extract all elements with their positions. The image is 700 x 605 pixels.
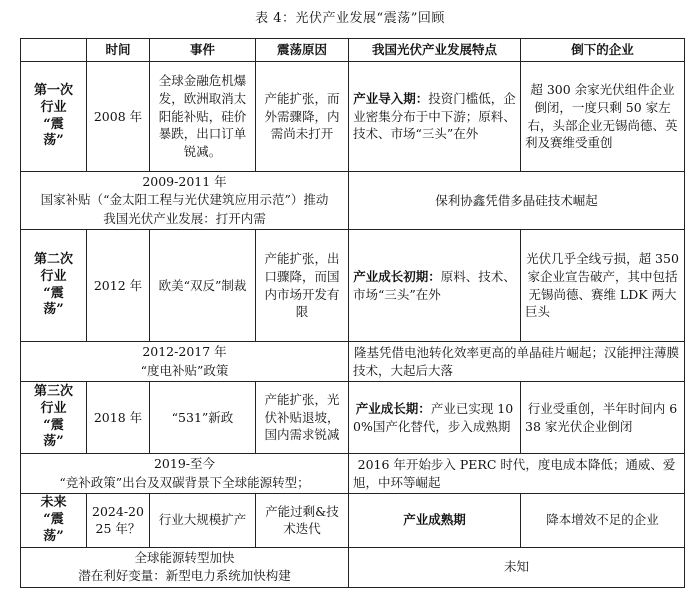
year-cell: 2008 年 bbox=[87, 62, 150, 172]
era-label-line: 荡” bbox=[43, 133, 64, 149]
cause-cell: 产能扩张，光伏补贴退坡，国内需求锐减 bbox=[256, 382, 349, 454]
event-cell: 全球金融危机爆发，欧洲取消太阳能补贴，硅价暴跌，出口订单锐减。 bbox=[150, 62, 256, 172]
cause-cell: 产能扩张，出口骤降，而国内市场开发有限 bbox=[256, 230, 349, 342]
table-row-wave-future bbox=[21, 494, 685, 548]
feature-stage-label: 产业成熟期 bbox=[403, 512, 466, 528]
header-cell-collapsed: 倒下的企业 bbox=[521, 39, 685, 62]
era-label-cell bbox=[21, 494, 87, 548]
feature-stage-label: 产业成长期： bbox=[355, 400, 431, 416]
feature-cell bbox=[349, 230, 521, 342]
table-row-wave-3 bbox=[21, 382, 685, 454]
era-label-cell bbox=[21, 382, 87, 454]
collapsed-cell: 光伏几乎全线亏损，超 350 家企业宣告破产，其中包括无锡尚德、赛维 LDK 两大巨头 bbox=[521, 230, 685, 342]
feature-stage-label: 产业导入期： bbox=[353, 90, 429, 106]
tech-cell: 未知 bbox=[349, 547, 685, 587]
policy-line: 2009-2011 年 bbox=[142, 174, 227, 190]
era-label-line: 第三次 bbox=[33, 383, 73, 399]
header-cell-cause: 震荡原因 bbox=[256, 39, 349, 62]
table-row-interlude-1 bbox=[21, 172, 685, 230]
policy-line: “度电补贴”政策 bbox=[140, 362, 229, 378]
policy-line: 全球能源转型加快 bbox=[134, 550, 235, 566]
year-cell: 2018 年 bbox=[87, 382, 150, 454]
event-cell: 行业大规模扩产 bbox=[150, 494, 256, 548]
event-cell: 欧美“双反”制裁 bbox=[150, 230, 256, 342]
tech-cell: 2016 年开始步入 PERC 时代，度电成本降低；通威、爱旭，中环等崛起 bbox=[349, 454, 685, 494]
table-caption: 表 4：光伏产业发展“震荡”回顾 bbox=[255, 11, 445, 26]
era-label-cell bbox=[21, 62, 87, 172]
policy-line: 潜在利好变量：新型电力系统加快构建 bbox=[78, 568, 291, 584]
event-cell: “531”新政 bbox=[150, 382, 256, 454]
policy-cell bbox=[21, 342, 349, 382]
feature-cell bbox=[349, 382, 521, 454]
era-label-line: “震 bbox=[43, 511, 64, 527]
header-cell-blank bbox=[21, 39, 87, 62]
era-label-line: “震 bbox=[43, 417, 64, 433]
feature-cell bbox=[349, 62, 521, 172]
era-label-line: 荡” bbox=[43, 302, 64, 318]
pv-industry-shock-table bbox=[20, 38, 685, 588]
header-cell-event: 事件 bbox=[150, 39, 256, 62]
policy-line: 国家补贴（“金太阳工程与光伏建筑应用示范”）推动 bbox=[40, 192, 329, 208]
policy-line: 2012-2017 年 bbox=[142, 344, 227, 360]
policy-cell bbox=[21, 454, 349, 494]
policy-line: “竞补政策”出台及双碳背景下全球能源转型； bbox=[59, 474, 310, 490]
table-row-interlude-3 bbox=[21, 454, 685, 494]
year-cell: 2012 年 bbox=[87, 230, 150, 342]
header-row bbox=[21, 39, 685, 62]
era-label-line: 第二次 bbox=[33, 251, 73, 267]
table-row-interlude-4 bbox=[21, 547, 685, 587]
era-label-line: 荡” bbox=[43, 434, 64, 450]
policy-cell bbox=[21, 172, 349, 230]
policy-cell bbox=[21, 547, 349, 587]
tech-cell: 隆基凭借电池转化效率更高的单晶硅片崛起；汉能押注薄膜技术，大起后大落 bbox=[349, 342, 685, 382]
header-cell-feature: 我国光伏产业发展特点 bbox=[349, 39, 521, 62]
feature-stage-label: 产业成长初期： bbox=[353, 268, 441, 284]
era-label-line: 行业 bbox=[40, 99, 67, 115]
era-label-line: 荡” bbox=[43, 528, 64, 544]
era-label-line: 第一次 bbox=[33, 82, 73, 98]
feature-cell bbox=[349, 494, 521, 548]
era-label-line: “震 bbox=[43, 116, 64, 132]
table-row-interlude-2 bbox=[21, 342, 685, 382]
cause-cell: 产能过剩&技术迭代 bbox=[256, 494, 349, 548]
feature-text: 原料、技术、市场“三头”在外 bbox=[353, 268, 516, 302]
cause-cell: 产能扩张，而外需骤降，内需尚未打开 bbox=[256, 62, 349, 172]
feature-text: 投资门槛低，企业密集分布于中下游；原料、技术、市场“三头”在外 bbox=[353, 90, 516, 142]
collapsed-cell: 超 300 余家光伏组件企业倒闭，一度只剩 50 家左右，头部企业无锡尚德、英利及赛维受重创 bbox=[521, 62, 685, 172]
era-label-line: “震 bbox=[43, 285, 64, 301]
table-row-wave-1 bbox=[21, 62, 685, 172]
table-row-wave-2 bbox=[21, 230, 685, 342]
policy-line: 2019-至今 bbox=[153, 456, 216, 472]
collapsed-cell: 降本增效不足的企业 bbox=[521, 494, 685, 548]
tech-cell: 保利协鑫凭借多晶硅技术崛起 bbox=[349, 172, 685, 230]
era-label-line: 行业 bbox=[40, 400, 67, 416]
collapsed-cell: 行业受重创，半年时间内 638 家光伏企业倒闭 bbox=[521, 382, 685, 454]
header-cell-time: 时间 bbox=[87, 39, 150, 62]
year-cell: 2024-2025 年？ bbox=[87, 494, 150, 548]
policy-line: 我国光伏产业发展：打开内需 bbox=[103, 210, 266, 226]
era-label-cell bbox=[21, 230, 87, 342]
feature-text: 产业已实现 100%国产化替代，步入成熟期 bbox=[353, 400, 514, 434]
era-label-line: 未来 bbox=[40, 495, 67, 510]
era-label-line: 行业 bbox=[40, 268, 67, 284]
